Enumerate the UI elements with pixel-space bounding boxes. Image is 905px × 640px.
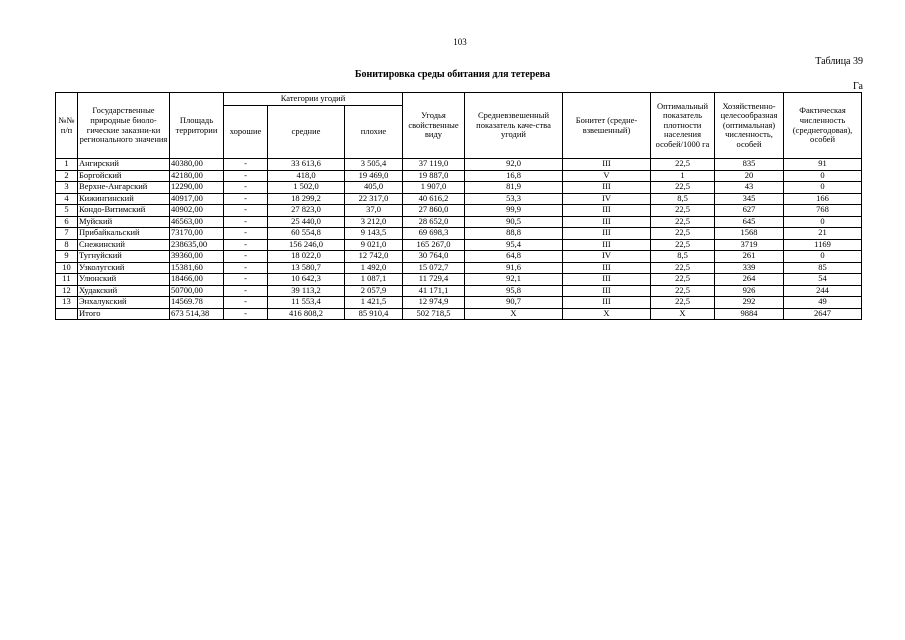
cell-name: Кижингинский xyxy=(78,193,170,205)
cell-name: Кондо-Витимский xyxy=(78,205,170,217)
cell-area: 40902,00 xyxy=(170,205,224,217)
cell-area: 673 514,38 xyxy=(170,308,224,320)
cell-bad: 37,0 xyxy=(345,205,403,217)
cell-bad: 405,0 xyxy=(345,182,403,194)
cell-name: Улюнский xyxy=(78,274,170,286)
cell-num: 7 xyxy=(56,228,78,240)
cell-medium: 33 613,6 xyxy=(268,159,345,171)
table-row xyxy=(56,182,862,194)
cell-good: - xyxy=(224,170,268,182)
cell-weighted: 88,8 xyxy=(465,228,563,240)
cell-bad: 12 742,0 xyxy=(345,251,403,263)
cell-weighted: 91,6 xyxy=(465,262,563,274)
header-num: №№ п/п xyxy=(56,93,78,159)
table-row xyxy=(56,297,862,309)
cell-name: Прибайкальский xyxy=(78,228,170,240)
cell-num: 3 xyxy=(56,182,78,194)
cell-area: 40917,00 xyxy=(170,193,224,205)
table-row xyxy=(56,193,862,205)
cell-good: - xyxy=(224,193,268,205)
cell-actual: 21 xyxy=(784,228,862,240)
cell-bad: 19 469,0 xyxy=(345,170,403,182)
cell-name: Худакский xyxy=(78,285,170,297)
header-medium: средние xyxy=(268,106,345,159)
cell-good: - xyxy=(224,308,268,320)
cell-area: 39360,00 xyxy=(170,251,224,263)
cell-density: 22,5 xyxy=(651,205,715,217)
cell-actual: 0 xyxy=(784,216,862,228)
cell-economic: 835 xyxy=(715,159,784,171)
cell-name: Ангирский xyxy=(78,159,170,171)
cell-medium: 60 554,8 xyxy=(268,228,345,240)
cell-num: 5 xyxy=(56,205,78,217)
cell-actual: 166 xyxy=(784,193,862,205)
header-area: Площадь территории xyxy=(170,93,224,159)
cell-area: 18466,00 xyxy=(170,274,224,286)
cell-actual: 0 xyxy=(784,170,862,182)
cell-weighted: 53,3 xyxy=(465,193,563,205)
table-row xyxy=(56,159,862,171)
header-bad: плохие xyxy=(345,106,403,159)
cell-typical: 15 072,7 xyxy=(403,262,465,274)
cell-num: 10 xyxy=(56,262,78,274)
cell-economic: 1568 xyxy=(715,228,784,240)
cell-weighted: 92,0 xyxy=(465,159,563,171)
cell-bonitet: Х xyxy=(563,308,651,320)
cell-area: 42180,00 xyxy=(170,170,224,182)
cell-name: Муйский xyxy=(78,216,170,228)
cell-area: 15381,60 xyxy=(170,262,224,274)
cell-typical: 28 652,0 xyxy=(403,216,465,228)
table-body xyxy=(56,159,862,320)
cell-medium: 25 440,0 xyxy=(268,216,345,228)
cell-economic: 292 xyxy=(715,297,784,309)
cell-weighted: 95,8 xyxy=(465,285,563,297)
cell-area: 238635,00 xyxy=(170,239,224,251)
table-row xyxy=(56,216,862,228)
cell-typical: 27 860,0 xyxy=(403,205,465,217)
cell-num: 6 xyxy=(56,216,78,228)
cell-density: 22,5 xyxy=(651,274,715,286)
cell-bonitet: III xyxy=(563,159,651,171)
cell-bonitet: III xyxy=(563,228,651,240)
cell-medium: 416 808,2 xyxy=(268,308,345,320)
cell-weighted: 92,1 xyxy=(465,274,563,286)
cell-economic: 645 xyxy=(715,216,784,228)
cell-density: 22,5 xyxy=(651,216,715,228)
cell-good: - xyxy=(224,205,268,217)
cell-bad: 3 505,4 xyxy=(345,159,403,171)
cell-area: 46563,00 xyxy=(170,216,224,228)
cell-bad: 1 421,5 xyxy=(345,297,403,309)
cell-num: 4 xyxy=(56,193,78,205)
cell-actual: 49 xyxy=(784,297,862,309)
table-row xyxy=(56,262,862,274)
cell-good: - xyxy=(224,182,268,194)
cell-bonitet: III xyxy=(563,182,651,194)
cell-num xyxy=(56,308,78,320)
cell-medium: 18 299,2 xyxy=(268,193,345,205)
cell-density: 22,5 xyxy=(651,262,715,274)
header-actual: Фактическая численность (среднегодовая), особей xyxy=(784,93,862,159)
cell-good: - xyxy=(224,274,268,286)
cell-medium: 13 580,7 xyxy=(268,262,345,274)
header-categories: Категории угодий xyxy=(224,93,403,106)
table-row xyxy=(56,251,862,263)
header-reserve: Государственные природные биоло-гические заказни-ки регионального значения xyxy=(78,93,170,159)
cell-area: 50700,00 xyxy=(170,285,224,297)
table-row xyxy=(56,274,862,286)
cell-medium: 156 246,0 xyxy=(268,239,345,251)
cell-density: 8,5 xyxy=(651,193,715,205)
cell-actual: 91 xyxy=(784,159,862,171)
cell-good: - xyxy=(224,262,268,274)
cell-area: 73170,00 xyxy=(170,228,224,240)
cell-density: 22,5 xyxy=(651,285,715,297)
cell-density: 22,5 xyxy=(651,239,715,251)
cell-typical: 19 887,0 xyxy=(403,170,465,182)
cell-good: - xyxy=(224,159,268,171)
cell-bad: 1 087,1 xyxy=(345,274,403,286)
cell-bonitet: III xyxy=(563,216,651,228)
cell-bad: 85 910,4 xyxy=(345,308,403,320)
cell-bad: 9 143,5 xyxy=(345,228,403,240)
cell-name: Тугнуйский xyxy=(78,251,170,263)
cell-density: 22,5 xyxy=(651,297,715,309)
cell-name: Энхалукский xyxy=(78,297,170,309)
cell-good: - xyxy=(224,216,268,228)
table-row xyxy=(56,205,862,217)
cell-actual: 2647 xyxy=(784,308,862,320)
cell-weighted: 64,8 xyxy=(465,251,563,263)
header-typical: Угодья свойственные виду xyxy=(403,93,465,159)
cell-density: 1 xyxy=(651,170,715,182)
header-economic: Хозяйственно-целесообразная (оптимальная) численность, особей xyxy=(715,93,784,159)
table-number: Таблица 39 xyxy=(815,56,863,67)
cell-weighted: 16,8 xyxy=(465,170,563,182)
cell-actual: 0 xyxy=(784,251,862,263)
cell-medium: 27 823,0 xyxy=(268,205,345,217)
table-row xyxy=(56,239,862,251)
cell-density: Х xyxy=(651,308,715,320)
cell-economic: 3719 xyxy=(715,239,784,251)
cell-economic: 264 xyxy=(715,274,784,286)
cell-typical: 1 907,0 xyxy=(403,182,465,194)
cell-weighted: 90,5 xyxy=(465,216,563,228)
cell-bonitet: III xyxy=(563,205,651,217)
cell-economic: 9884 xyxy=(715,308,784,320)
header-optimal-density: Оптимальный показатель плотности населения особей/1000 га xyxy=(651,93,715,159)
cell-bad: 2 057,9 xyxy=(345,285,403,297)
cell-bad: 9 021,0 xyxy=(345,239,403,251)
cell-typical: 165 267,0 xyxy=(403,239,465,251)
cell-density: 22,5 xyxy=(651,228,715,240)
cell-actual: 54 xyxy=(784,274,862,286)
cell-economic: 339 xyxy=(715,262,784,274)
cell-num: 11 xyxy=(56,274,78,286)
cell-typical: 11 729,4 xyxy=(403,274,465,286)
cell-good: - xyxy=(224,285,268,297)
cell-actual: 85 xyxy=(784,262,862,274)
cell-weighted: 99,9 xyxy=(465,205,563,217)
cell-economic: 926 xyxy=(715,285,784,297)
cell-bonitet: III xyxy=(563,297,651,309)
cell-actual: 244 xyxy=(784,285,862,297)
cell-area: 40380,00 xyxy=(170,159,224,171)
cell-bonitet: III xyxy=(563,239,651,251)
cell-num: 2 xyxy=(56,170,78,182)
table-row xyxy=(56,170,862,182)
total-row xyxy=(56,308,862,320)
cell-typical: 30 764,0 xyxy=(403,251,465,263)
header-weighted: Средневзвешенный показатель каче-ства угодий xyxy=(465,93,563,159)
cell-area: 14569.78 xyxy=(170,297,224,309)
cell-typical: 37 119,0 xyxy=(403,159,465,171)
cell-typical: 69 698,3 xyxy=(403,228,465,240)
cell-bad: 22 317,0 xyxy=(345,193,403,205)
unit-label: Га xyxy=(853,81,863,92)
cell-num: 1 xyxy=(56,159,78,171)
cell-typical: 12 974,9 xyxy=(403,297,465,309)
cell-num: 9 xyxy=(56,251,78,263)
cell-medium: 1 502,0 xyxy=(268,182,345,194)
cell-economic: 627 xyxy=(715,205,784,217)
cell-typical: 41 171,1 xyxy=(403,285,465,297)
cell-good: - xyxy=(224,251,268,263)
cell-density: 8,5 xyxy=(651,251,715,263)
cell-num: 8 xyxy=(56,239,78,251)
cell-actual: 768 xyxy=(784,205,862,217)
cell-bonitet: III xyxy=(563,285,651,297)
cell-actual: 0 xyxy=(784,182,862,194)
cell-medium: 10 642,3 xyxy=(268,274,345,286)
cell-medium: 418,0 xyxy=(268,170,345,182)
table-title: Бонитировка среды обитания для тетерева xyxy=(354,69,551,80)
cell-bad: 1 492,0 xyxy=(345,262,403,274)
habitat-table xyxy=(55,92,862,320)
cell-medium: 11 553,4 xyxy=(268,297,345,309)
cell-bonitet: V xyxy=(563,170,651,182)
cell-medium: 18 022,0 xyxy=(268,251,345,263)
header-good: хорошие xyxy=(224,106,268,159)
cell-bonitet: III xyxy=(563,274,651,286)
cell-weighted: 81,9 xyxy=(465,182,563,194)
cell-typical: 40 616,2 xyxy=(403,193,465,205)
cell-bonitet: IV xyxy=(563,193,651,205)
cell-name: Итого xyxy=(78,308,170,320)
cell-economic: 20 xyxy=(715,170,784,182)
cell-num: 12 xyxy=(56,285,78,297)
cell-weighted: 95,4 xyxy=(465,239,563,251)
cell-economic: 345 xyxy=(715,193,784,205)
cell-medium: 39 113,2 xyxy=(268,285,345,297)
cell-name: Узколугский xyxy=(78,262,170,274)
cell-economic: 261 xyxy=(715,251,784,263)
cell-actual: 1169 xyxy=(784,239,862,251)
cell-bad: 3 212,0 xyxy=(345,216,403,228)
header-bonitet: Бонитет (средне-взвешенный) xyxy=(563,93,651,159)
cell-typical: 502 718,5 xyxy=(403,308,465,320)
cell-name: Боргойский xyxy=(78,170,170,182)
cell-name: Снежинский xyxy=(78,239,170,251)
cell-good: - xyxy=(224,239,268,251)
cell-density: 22,5 xyxy=(651,182,715,194)
page-number: 103 xyxy=(453,37,467,47)
cell-name: Верхне-Ангарский xyxy=(78,182,170,194)
cell-economic: 43 xyxy=(715,182,784,194)
cell-area: 12290,00 xyxy=(170,182,224,194)
cell-weighted: Х xyxy=(465,308,563,320)
table-row xyxy=(56,228,862,240)
cell-bonitet: III xyxy=(563,262,651,274)
cell-bonitet: IV xyxy=(563,251,651,263)
cell-weighted: 90,7 xyxy=(465,297,563,309)
table-row xyxy=(56,285,862,297)
cell-num: 13 xyxy=(56,297,78,309)
cell-good: - xyxy=(224,228,268,240)
cell-density: 22,5 xyxy=(651,159,715,171)
cell-good: - xyxy=(224,297,268,309)
